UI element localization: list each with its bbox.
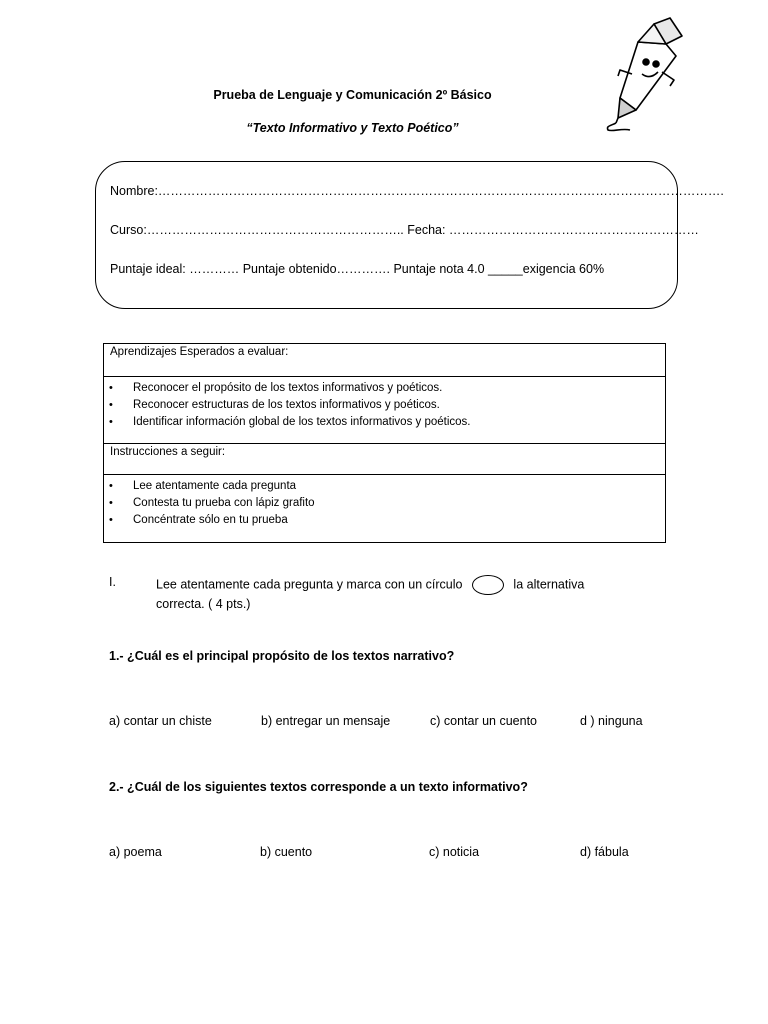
learning-list	[104, 377, 665, 431]
q1-option-b[interactable]: b) entregar un mensaje	[261, 714, 391, 728]
learning-items-row	[104, 377, 665, 444]
instructions-header-row	[104, 444, 665, 475]
q1-option-a[interactable]: a) contar un chiste	[109, 714, 212, 728]
list-item: • Concéntrate sólo en tu prueba	[109, 514, 288, 526]
q2-option-a[interactable]: a) poema	[109, 845, 162, 859]
student-info-box	[95, 161, 724, 309]
q2-option-d[interactable]: d) fábula	[580, 845, 629, 859]
exam-subtitle: “Texto Informativo y Texto Poético”	[246, 121, 459, 135]
q1-option-c[interactable]: c) contar un cuento	[430, 714, 538, 728]
question-2: 2.- ¿Cuál de los siguientes textos corresponde a un texto informativo?	[109, 780, 528, 794]
section-instruction	[156, 575, 584, 595]
score-line: Puntaje ideal: ………… Puntaje obtenido…………. Puntaje nota 4.0 _____exigencia 60%	[110, 262, 605, 276]
section-instruction-line2: correcta. ( 4 pts.)	[156, 597, 251, 611]
section-instruction-text-2: la alternativa	[513, 577, 585, 592]
instruction-list	[104, 475, 665, 529]
learning-header-row	[104, 344, 665, 377]
list-item: • Contesta tu prueba con lápiz grafito	[109, 497, 315, 509]
list-item: • Reconocer estructuras de los textos informativos y poéticos.	[109, 399, 440, 411]
objectives-table	[103, 343, 666, 543]
instruction-items-row	[104, 475, 665, 542]
learning-header: Aprendizajes Esperados a evaluar:	[110, 346, 289, 358]
course-date-line[interactable]: Curso:…………………………………………………….. Fecha: ……………………………………………………	[110, 223, 699, 237]
name-field-line[interactable]: Nombre:……………………………………………………………………………………………………………………….	[110, 184, 724, 198]
section-numeral: I.	[109, 575, 116, 589]
section-instruction-text: Lee atentamente cada pregunta y marca con un círculo	[156, 577, 463, 592]
q1-option-d[interactable]: d ) ninguna	[580, 714, 643, 728]
pencil-illustration	[596, 14, 688, 132]
q2-option-b[interactable]: b) cuento	[260, 845, 313, 859]
list-item: • Reconocer el propósito de los textos informativos y poéticos.	[109, 382, 443, 394]
list-item: • Identificar información global de los textos informativos y poéticos.	[109, 416, 471, 428]
exam-title: Prueba de Lenguaje y Comunicación 2º Básico	[213, 88, 492, 102]
question-1: 1.- ¿Cuál es el principal propósito de los textos narrativo?	[109, 649, 455, 663]
list-item: • Lee atentamente cada pregunta	[109, 480, 297, 492]
q2-option-c[interactable]: c) noticia	[429, 845, 480, 859]
instructions-header: Instrucciones a seguir:	[110, 446, 226, 458]
circle-mark-example	[472, 575, 504, 595]
